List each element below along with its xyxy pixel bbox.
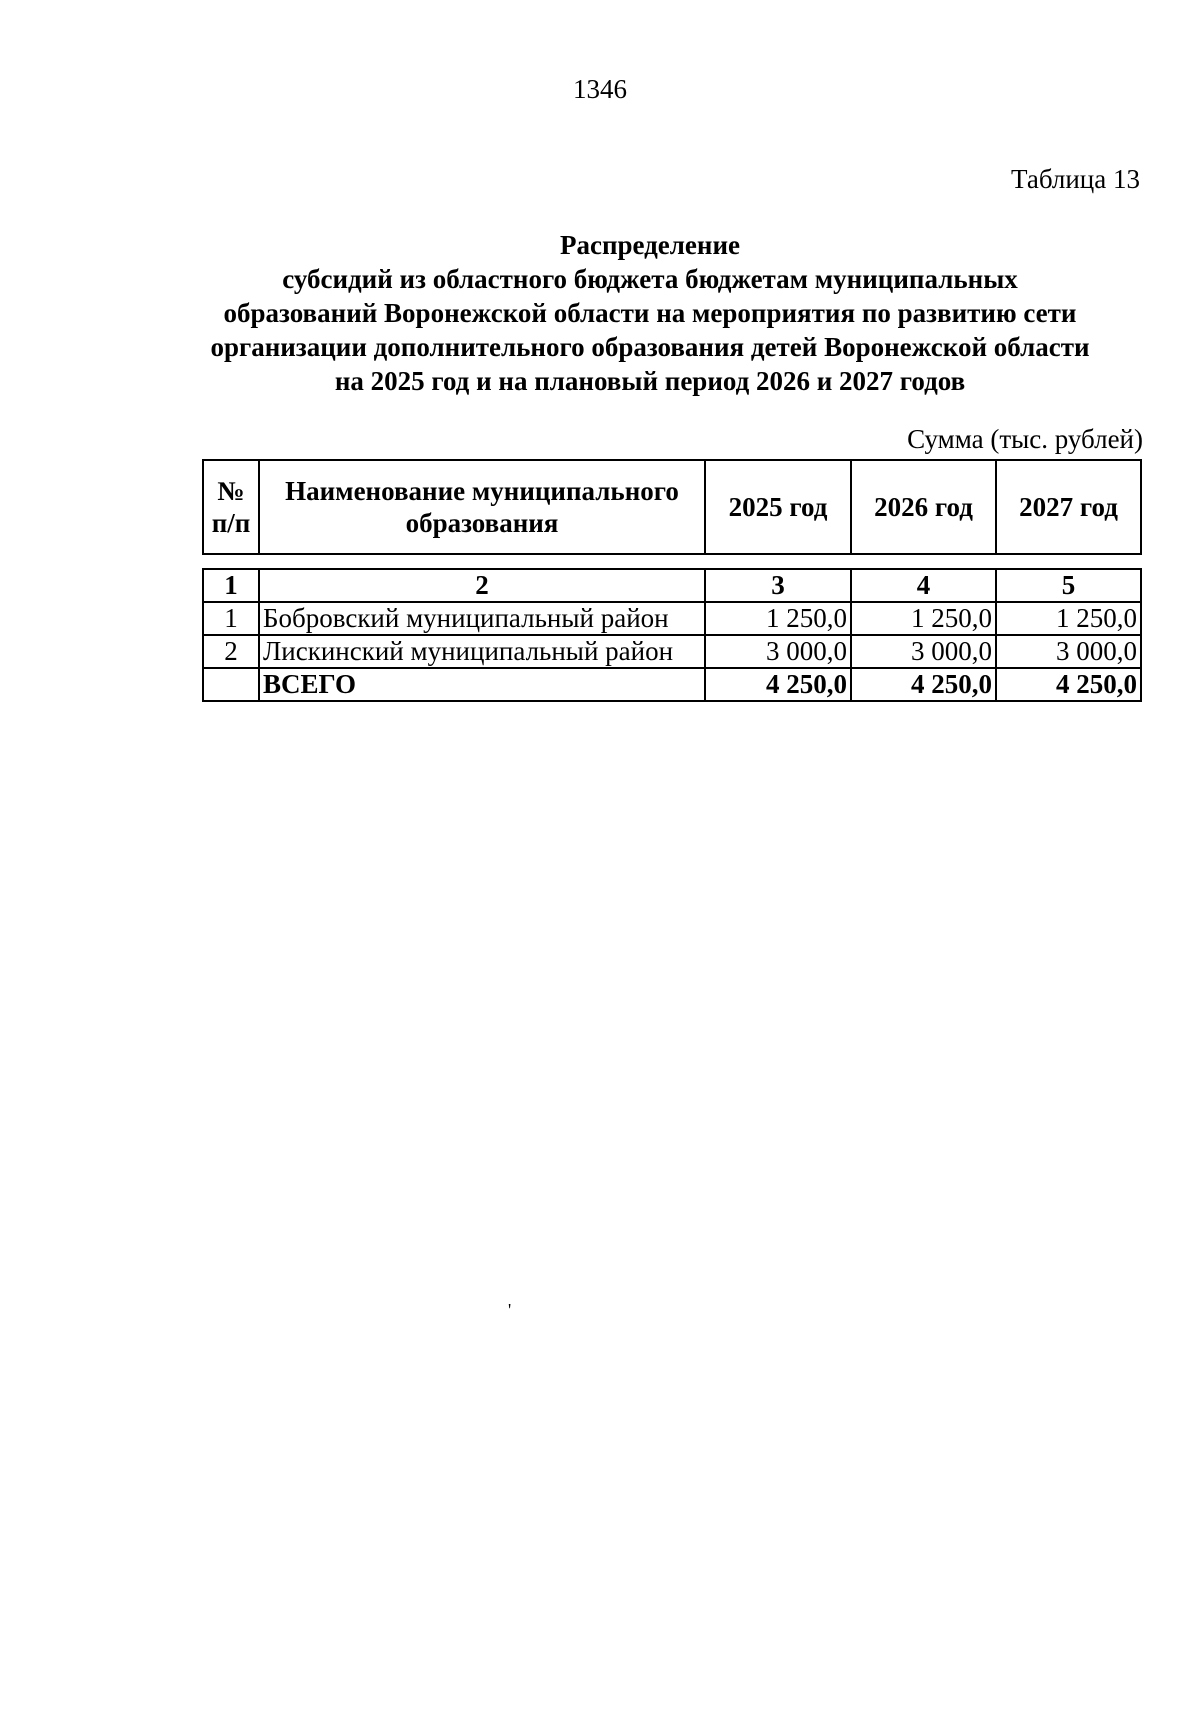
column-number: 4 [851,569,996,602]
column-number: 5 [996,569,1141,602]
stray-mark: ' [508,1300,512,1320]
column-number: 3 [705,569,851,602]
row-value-2027: 3 000,0 [996,635,1141,668]
header-num: № п/п [203,460,259,554]
column-number-row [203,569,1141,602]
row-value-2026: 3 000,0 [851,635,996,668]
table-header [202,459,1142,555]
row-name: Лискинский муниципальный район [259,635,705,668]
total-value-2026: 4 250,0 [851,668,996,701]
header-2026: 2026 год [851,460,996,554]
header-name: Наименование муниципального образования [259,460,705,554]
column-number: 2 [259,569,705,602]
title-line: субсидий из областного бюджета бюджетам муниципальных [282,264,1018,294]
total-num [203,668,259,701]
row-value-2027: 1 250,0 [996,602,1141,635]
row-value-2025: 3 000,0 [705,635,851,668]
row-value-2026: 1 250,0 [851,602,996,635]
total-value-2025: 4 250,0 [705,668,851,701]
table-row [203,635,1141,668]
title-line: на 2025 год и на плановый период 2026 и 2027 годов [334,366,966,396]
table-row [203,602,1141,635]
total-label: ВСЕГО [259,668,705,701]
table-label: Таблица 13 [1011,164,1140,194]
title-line: образований Воронежской области на мероприятия по развитию сети [223,298,1077,328]
title-line: организации дополнительного образования детей Воронежской области [210,332,1090,362]
total-value-2027: 4 250,0 [996,668,1141,701]
title-line: Распределение [559,230,741,260]
header-2025: 2025 год [705,460,851,554]
row-num: 1 [203,602,259,635]
total-row [203,668,1141,701]
row-name: Бобровский муниципальный район [259,602,705,635]
column-number: 1 [203,569,259,602]
header-row [203,460,1141,554]
page-number: 1346 [573,74,627,104]
row-num: 2 [203,635,259,668]
table-body [202,568,1142,702]
header-2027: 2027 год [996,460,1141,554]
units-label: Сумма (тыс. рублей) [907,424,1143,454]
row-value-2025: 1 250,0 [705,602,851,635]
document-title [150,228,1150,398]
